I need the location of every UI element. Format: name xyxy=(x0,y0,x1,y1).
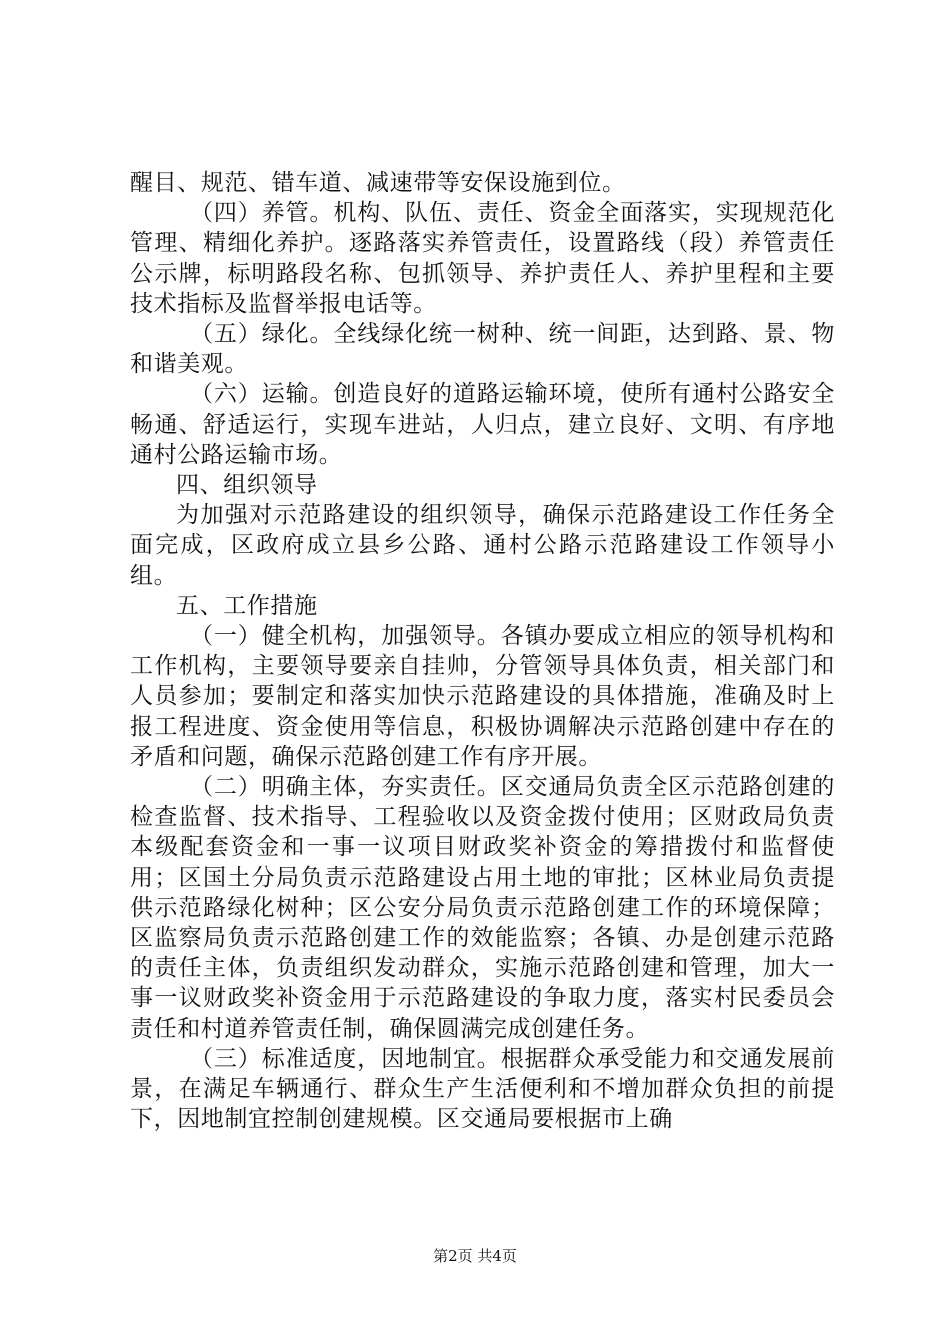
paragraph-safety-facilities: 醒目、规范、错车道、减速带等安保设施到位。 xyxy=(130,170,626,196)
page-number-footer: 第2页 共4页 xyxy=(433,1247,517,1265)
paragraph-measure-two: （二）明确主体，夯实责任。区交通局负责全区示范路创建的检查监督、技术指导、工程验收以及资金拨付使用；区财政局负责本级配套资金和一事一议项目财政奖补资金的筹措拨付和监督使用；区国土分局负责示范路建设占用土地的审批；区林业局负责提供示范路绿化树种；区公安分局负责示范路创建工作的环境保障；区监察局负责示范路创建工作的效能监察；各镇、办是创建示范路的责任主体，负责组织发动群众，实施示范路创建和管理，加大一事一议财政奖补资金用于示范路建设的争取力度，落实村民委员会责任和村道养管责任制，确保圆满完成创建任务。 xyxy=(130,774,835,1042)
section-heading-measures: 五、工作措施 xyxy=(176,592,318,619)
paragraph-measure-three: （三）标准适度，因地制宜。根据群众承受能力和交通发展前景，在满足车辆通行、群众生产生活便利和不增加群众负担的前提下，因地制宜控制创建规模。区交通局要根据市上确 xyxy=(130,1045,835,1133)
paragraph-measure-one: （一）健全机构，加强领导。各镇办要成立相应的领导机构和工作机构，主要领导要亲自挂帅，分管领导具体负责，相关部门和人员参加；要制定和落实加快示范路建设的具体措施，准确及时上报工程进度、资金使用等信息，积极协调解决示范路创建中存在的矛盾和问题，确保示范路创建工作有序开展。 xyxy=(130,623,835,770)
document-body xyxy=(130,168,835,1135)
paragraph-transport: （六）运输。创造良好的道路运输环境，使所有通村公路安全畅通、舒适运行，实现车进站，人归点，建立良好、文明、有序地通村公路运输市场。 xyxy=(130,381,835,468)
section-heading-organization: 四、组织领导 xyxy=(176,472,318,499)
paragraph-greening: （五）绿化。全线绿化统一树种、统一间距，达到路、景、物和谐美观。 xyxy=(130,321,835,378)
paragraph-organization: 为加强对示范路建设的组织领导，确保示范路建设工作任务全面完成，区政府成立县乡公路、通村公路示范路建设工作领导小组。 xyxy=(130,502,835,589)
paragraph-maintenance: （四）养管。机构、队伍、责任、资金全面落实，实现规范化管理、精细化养护。逐路落实养管责任，设置路线（段）养管责任公示牌，标明路段名称、包抓领导、养护责任人、养护里程和主要技术指标及监督举报电话等。 xyxy=(130,200,835,317)
